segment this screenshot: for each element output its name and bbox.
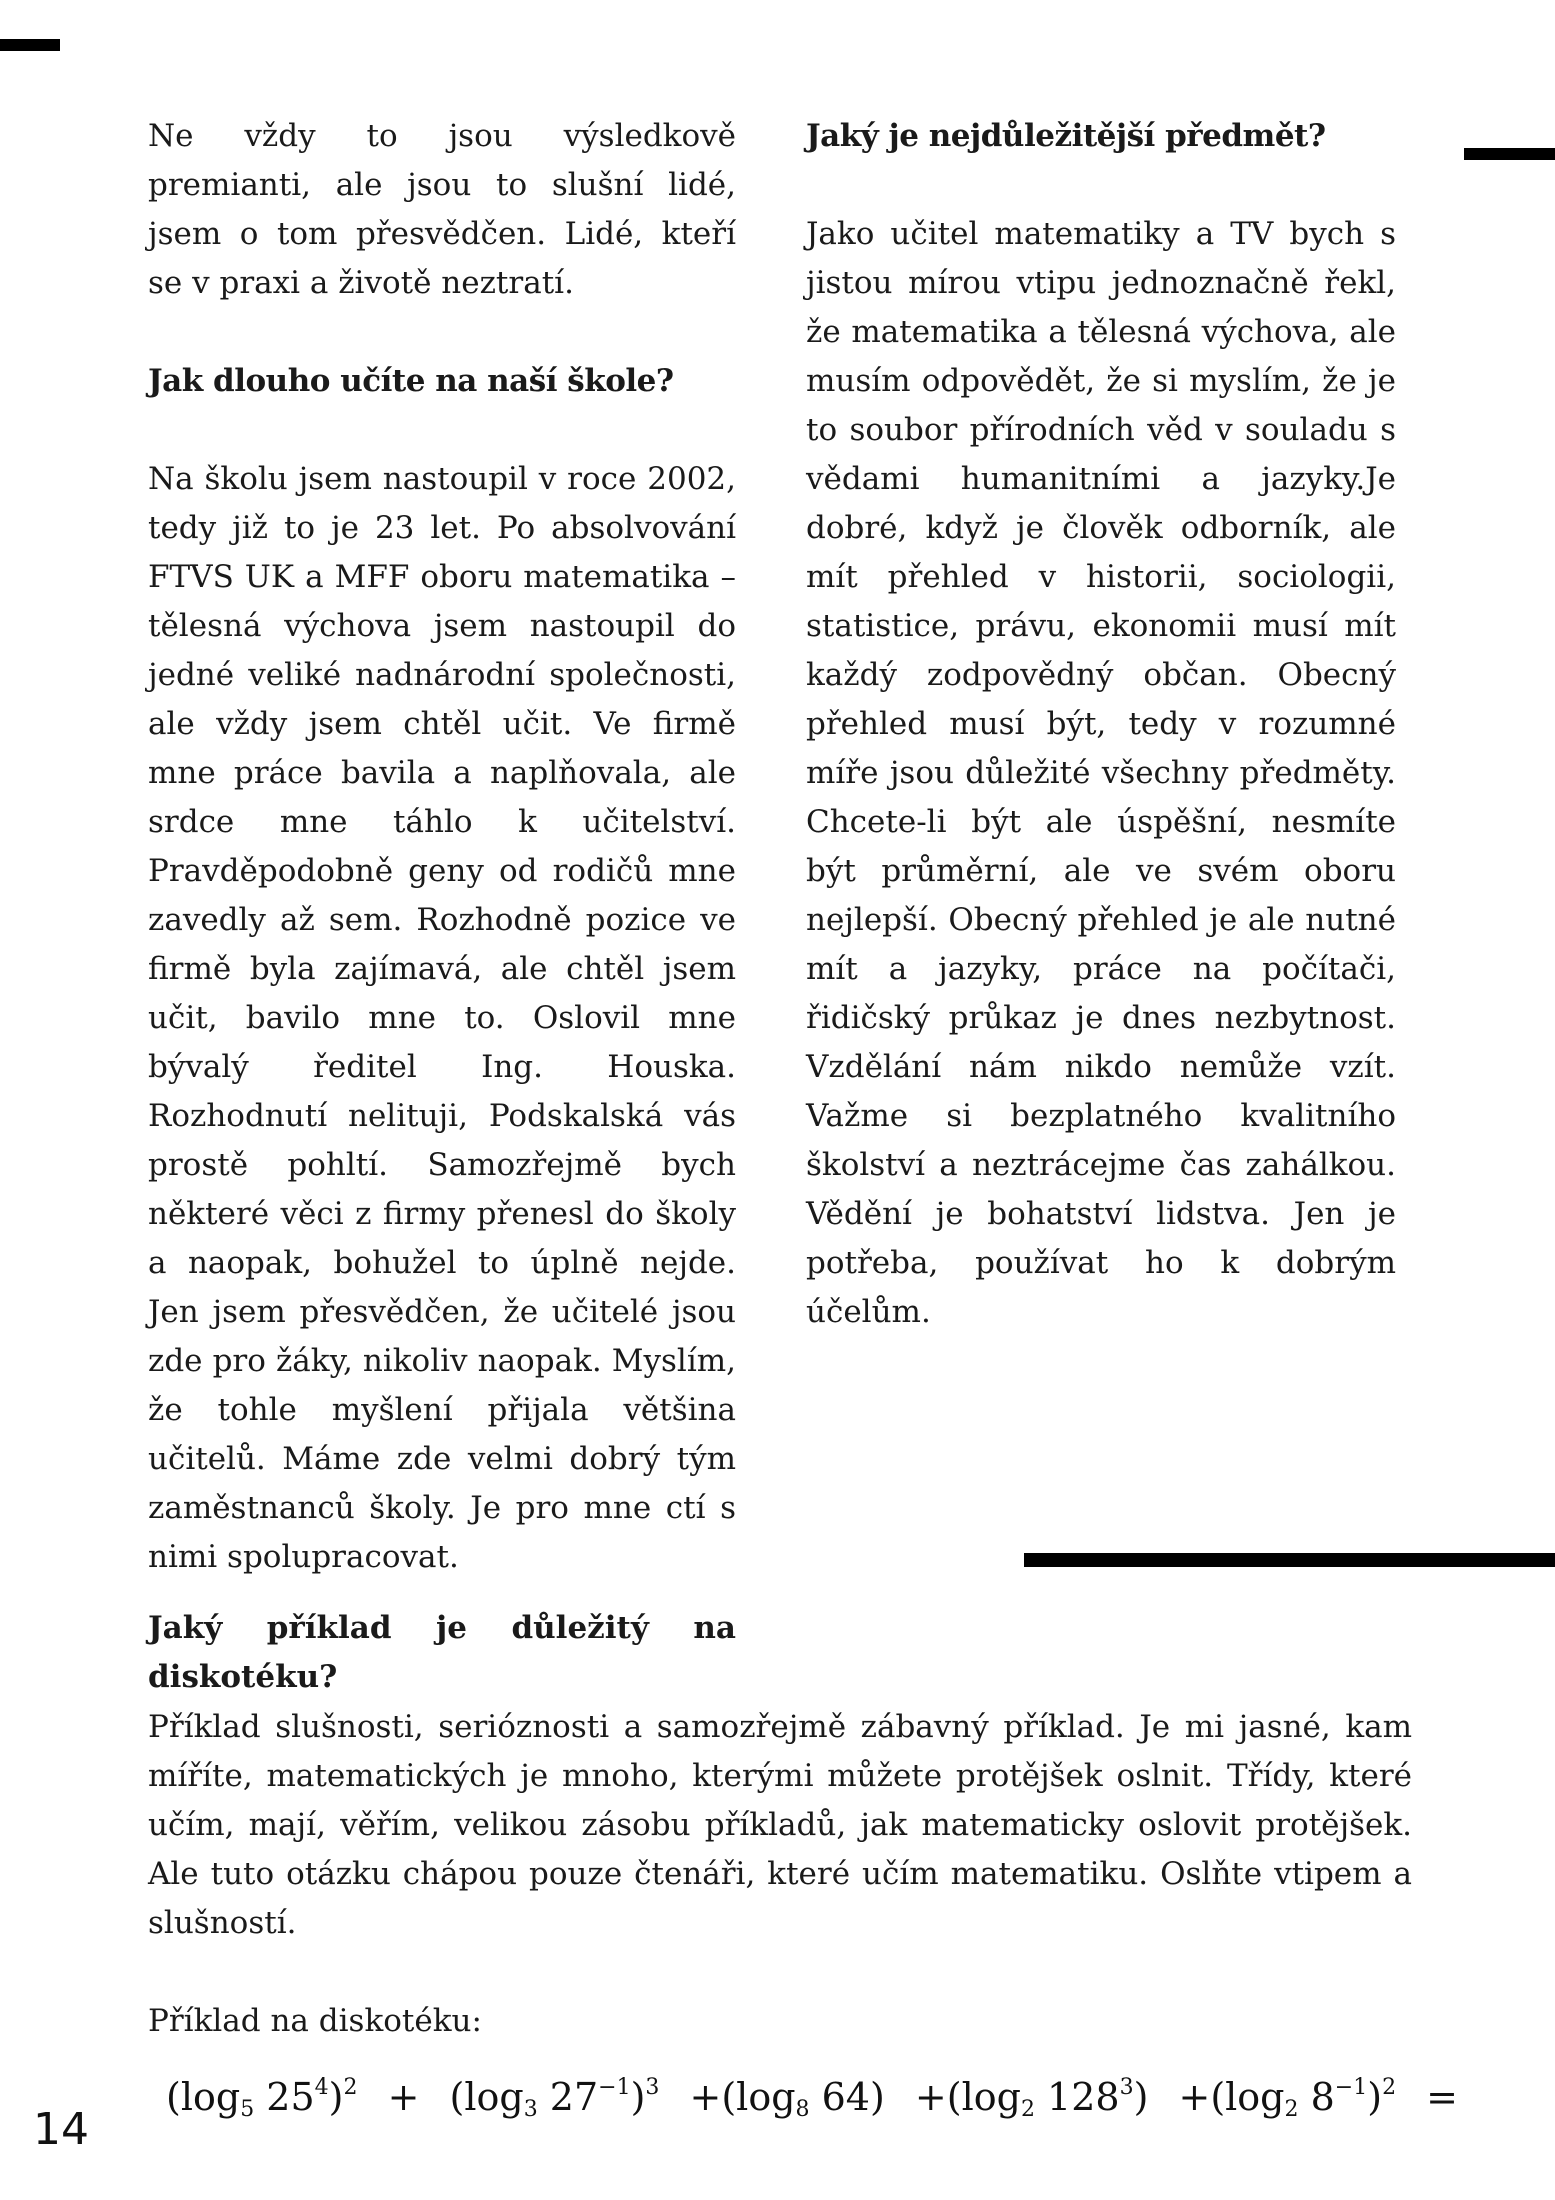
- left-column: [148, 112, 736, 1582]
- formula-term-4: ($\log_2$ $128^3$): [946, 2075, 1149, 2122]
- example-label: Příklad na diskotéku:: [148, 2003, 482, 2039]
- heading-how-long: Jak dlouho učíte na naší škole?: [148, 363, 674, 399]
- answer-how-long: Na školu jsem nastoupil v roce 2002, tedy již to je 23 let. Po absolvování FTVS UK a MFF oboru matematika – tělesná výchova jsem nastoupil do jedné veliké nadnárodní společnosti, ale vždy jsem chtěl učit. Ve firmě mne práce bavila a naplňovala, ale srdce mne táhlo k učitelství. Pravděpodobně geny od rodičů mne zavedly až sem. Rozhodně pozice ve firmě byla zajímavá, ale chtěl jsem učit, bavilo mne to. Oslovil mne bývalý ředitel Ing. Houska. Rozhodnutí nelituji, Podskalská vás prostě pohltí. Samozřejmě bych některé věci z firmy přenesl do školy a naopak, bohužel to úplně nejde. Jen jsem přesvědčen, že učitelé jsou zde pro žáky, nikoliv naopak. Myslím, že tohle myšlení přijala většina učitelů. Máme zde velmi dobrý tým zaměstnanců školy. Je pro mne ctí s nimi spolupracovat.: [148, 461, 736, 1575]
- page-number: 14: [33, 2104, 89, 2155]
- bottom-section: [148, 1703, 1412, 2046]
- heading-disco-line2: diskotéku?: [148, 1659, 338, 1695]
- intro-paragraph: Ne vždy to jsou výsledkově premianti, ale jsou to slušní lidé, jsem o tom přesvědčen. Lidé, kteří se v praxi a životě neztratí.: [148, 118, 736, 301]
- decorative-bar-top-left: [0, 39, 60, 51]
- decorative-bar-middle-right: [1024, 1553, 1555, 1567]
- heading-disco-line1: Jaký příklad je důležitý na: [148, 1610, 736, 1646]
- answer-most-important-subject: Jako učitel matematiky a TV bych s jistou mírou vtipu jednoznačně řekl, že matematika a tělesná výchova, ale musím odpovědět, že si myslím, že je to soubor přírodních věd v souladu s vědami humanitními a jazyky.Je dobré, když je člověk odborník, ale mít přehled v historii, sociologii, statistice, právu, ekonomii musí mít každý zodpovědný občan. Obecný přehled musí být, tedy v rozumné míře jsou důležité všechny předměty. Chcete-li být ale úspěšní, nesmíte být průměrní, ale ve svém oboru nejlepší. Obecný přehled je ale nutné mít a jazyky, práce na počítači, řidičský průkaz je dnes nezbytnost. Vzdělání nám nikdo nemůže vzít. Važme si bezplatného kvalitního školství a neztrácejme čas zahálkou. Vědění je bohatství lidstva. Jen je potřeba, používat ho k dobrým účelům.: [806, 216, 1396, 1330]
- formula-term-5: ($\log_2$ $8^{-1})^2$: [1210, 2075, 1397, 2122]
- formula-term-2: ($\log_3$ $27^{-1})^3$: [449, 2075, 660, 2122]
- formula-term-3: ($\log_8$ 64): [721, 2075, 885, 2122]
- decorative-bar-top-right: [1464, 148, 1555, 160]
- formula-term-1: ($\log_5$ $25^4)^2$: [166, 2075, 358, 2122]
- answer-disco-example: Příklad slušnosti, serióznosti a samozřejmě zábavný příklad. Je mi jasné, kam míříte, matematických je mnoho, kterými můžete protějšek oslnit. Třídy, které učím, mají, věřím, velikou zásobu příkladů, jak matematicky oslovit protějšek. Ale tuto otázku chápou pouze čtenáři, které učím matematiku. Oslňte vtipem a slušností.: [148, 1709, 1412, 1941]
- right-column: [806, 112, 1396, 1337]
- formula-equals: =: [1426, 2075, 1458, 2119]
- heading-disco-example: [148, 1604, 736, 1702]
- math-formula: ($\log_5$ $25^4)^2 + (\log_3$ $27^{-1})^3 +(\log_8$ $64) +(\log_2$ $128^3) +(\log_2$ $8^{-1})^2$ =: [166, 2075, 1458, 2122]
- heading-most-important-subject: Jaký je nejdůležitější předmět?: [806, 118, 1326, 154]
